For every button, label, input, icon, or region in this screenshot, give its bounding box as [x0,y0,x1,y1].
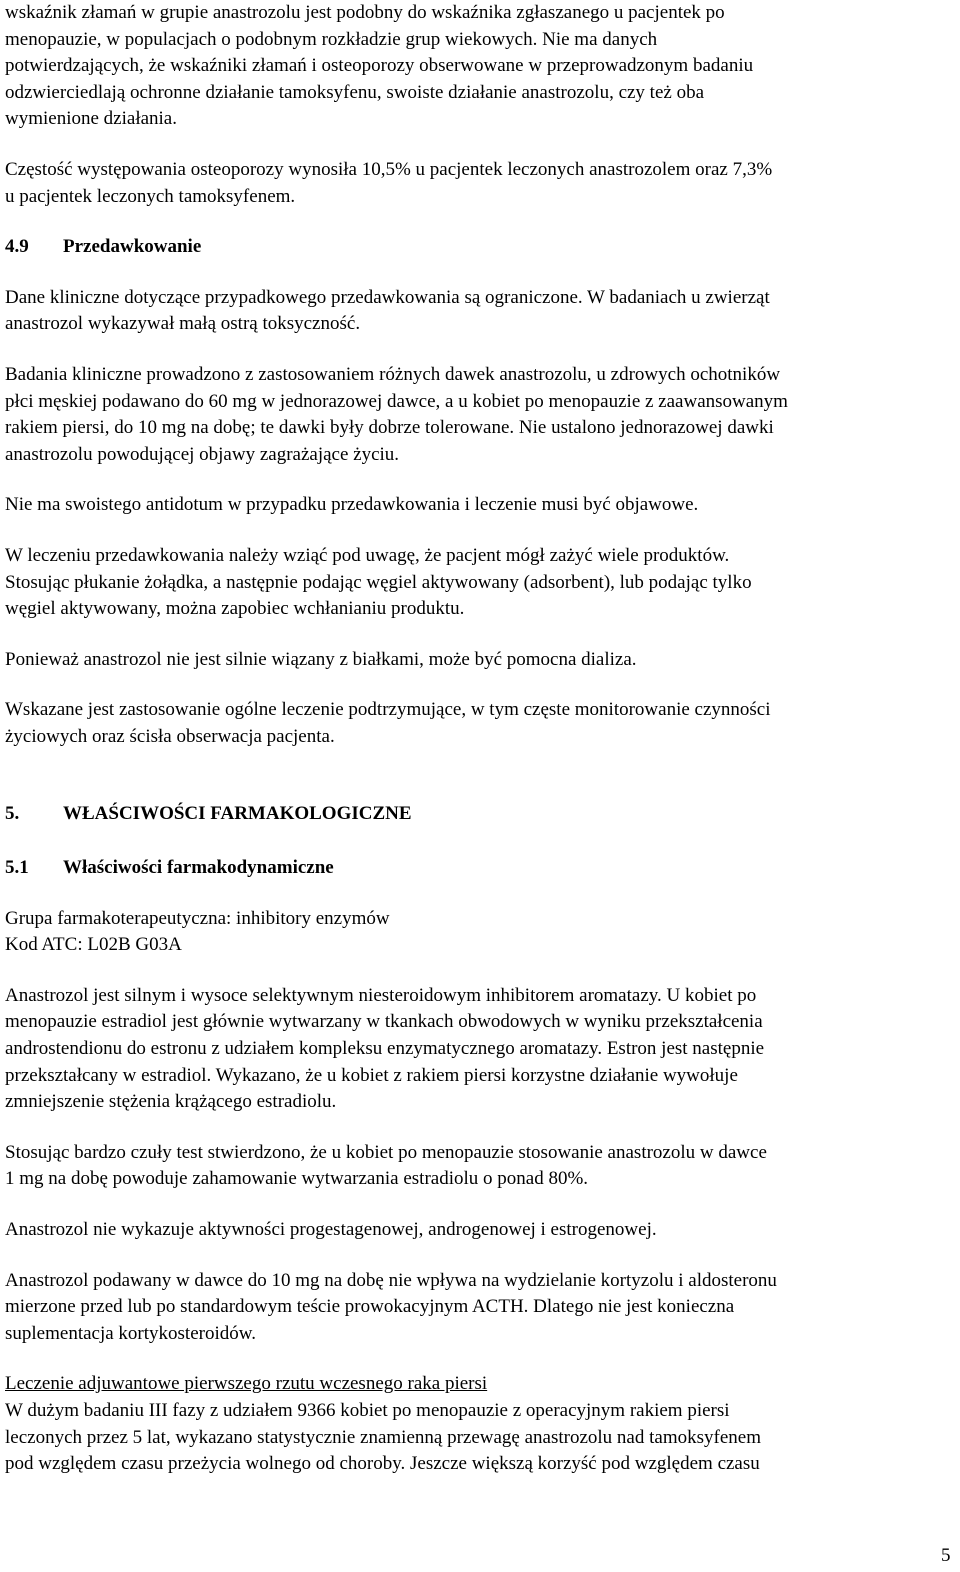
document-page [5,0,957,1478]
paragraph-no-hormonal-activity: Anastrozol nie wykazuje aktywności progestagenowej, androgenowej i estrogenowej. [5,1219,657,1240]
paragraph-supportive-care: Wskazane jest zastosowanie ogólne leczenie podtrzymujące, w tym częste monitorowanie czynności życiowych oraz ścisła obserwacja pacjenta. [5,699,771,747]
paragraph-cortisol: Anastrozol podawany w dawce do 10 mg na dobę nie wpływa na wydzielanie kortyzolu i aldosteronu mierzone przed lub po standardowym teście prowokacyjnym ACTH. Dlatego nie jest konieczna suplementacja kortykosteroidów. [5,1269,777,1344]
paragraph-dialysis: Ponieważ anastrozol nie jest silnie wiązany z białkami, może być pomocna dializa. [5,648,637,670]
paragraph-overdose-data: Dane kliniczne dotyczące przypadkowego przedawkowania są ograniczone. W badaniach u zwierząt anastrozol wykazywał małą ostrą toksyczność. [5,286,770,335]
paragraph-mechanism: Anastrozol jest silnym i wysoce selektywnym niesteroidowym inhibitorem aromatazy. U kobiet po menopauzie estradiol jest głównie wytwarzany w tkankach obwodowych w wyniku przekształcenia androstendionu do estronu z udziałem kompleksu enzymatycznego aromatazy. Estron jest następnie przekształcany w estradiol. Wykazano, że u kobiet z rakiem piersi korzystne działanie wywołuje zmniejszenie stężenia krążącego estradiolu. [5,984,765,1113]
section-heading-5 [5,801,957,828]
section-number: 4.9 [5,236,29,258]
page-number: 5 [941,1545,951,1566]
section-title: Właściwości farmakodynamiczne [63,857,334,879]
paragraph-phase-iii-study: W dużym badaniu III fazy z udziałem 9366 kobiet po menopauzie z operacyjnym rakiem piersi leczonych przez 5 lat, wykazano statystycznie znamienną przewagę anastrozolu nad tamoksyfenem pod względem czasu przeżycia wolnego od choroby. Jeszcze większą korzyść pod względem czasu [5,1399,761,1475]
paragraph-osteoporosis-frequency: Częstość występowania osteoporozy wynosiła 10,5% u pacjentek leczonych anastrozolem oraz 7,3% u pacjentek leczonych tamoksyfenem. [5,158,773,207]
paragraph-no-antidote: Nie ma swoistego antidotum w przypadku przedawkowania i leczenie musi być objawowe. [5,494,699,516]
section-title: WŁAŚCIWOŚCI FARMAKOLOGICZNE [63,803,412,825]
paragraph-overdose-treatment: W leczeniu przedawkowania należy wziąć pod uwagę, że pacjent mógł zażyć wiele produktów. Stosując płukanie żołądka, a następnie podając węgiel aktywowany (adsorbent), lub podając tylko węgiel aktywowany, można zapobiec wchłanianiu produktu. [5,544,752,620]
section-number: 5. [5,803,20,825]
section-title: Przedawkowanie [63,236,202,258]
section-heading-5-1 [5,855,957,882]
paragraph-atc-group: Grupa farmakoterapeutyczna: inhibitory enzymów Kod ATC: L02B G03A [5,907,390,956]
paragraph-estradiol-suppression: Stosując bardzo czuły test stwierdzono, że u kobiet po menopauzie stosowanie anastrozolu w dawce 1 mg na dobę powoduje zahamowanie wytwarzania estradiolu o ponad 80%. [5,1141,767,1190]
section-heading-4-9 [5,234,957,261]
section-number: 5.1 [5,857,29,879]
paragraph-fracture-rate: wskaźnik złamań w grupie anastrozolu jest podobny do wskaźnika zgłaszanego u pacjentek po menopauzie, w populacjach o podobnym rozkładzie grup wiekowych. Nie ma danych potwierdzających, że wskaźniki złamań i osteoporozy obserwowane w przeprowadzonym badaniu odzwierciedlają ochronne działanie tamoksyfenu, swoiste działanie anastrozolu, czy też oba wymienione działania. [5,2,754,130]
subheading-adjuvant-treatment: Leczenie adjuwantowe pierwszego rzutu wczesnego raka piersi [5,1373,488,1395]
paragraph-clinical-studies: Badania kliniczne prowadzono z zastosowaniem różnych dawek anastrozolu, u zdrowych ochotników płci męskiej podawano do 60 mg w jednorazowej dawce, a u kobiet po menopauzie z zaawansowanym rakiem piersi, do 10 mg na dobę; te dawki były dobrze tolerowane. Nie ustalono jednorazowej dawki anastrozolu powodującej objawy zagrażające życiu. [5,363,788,465]
